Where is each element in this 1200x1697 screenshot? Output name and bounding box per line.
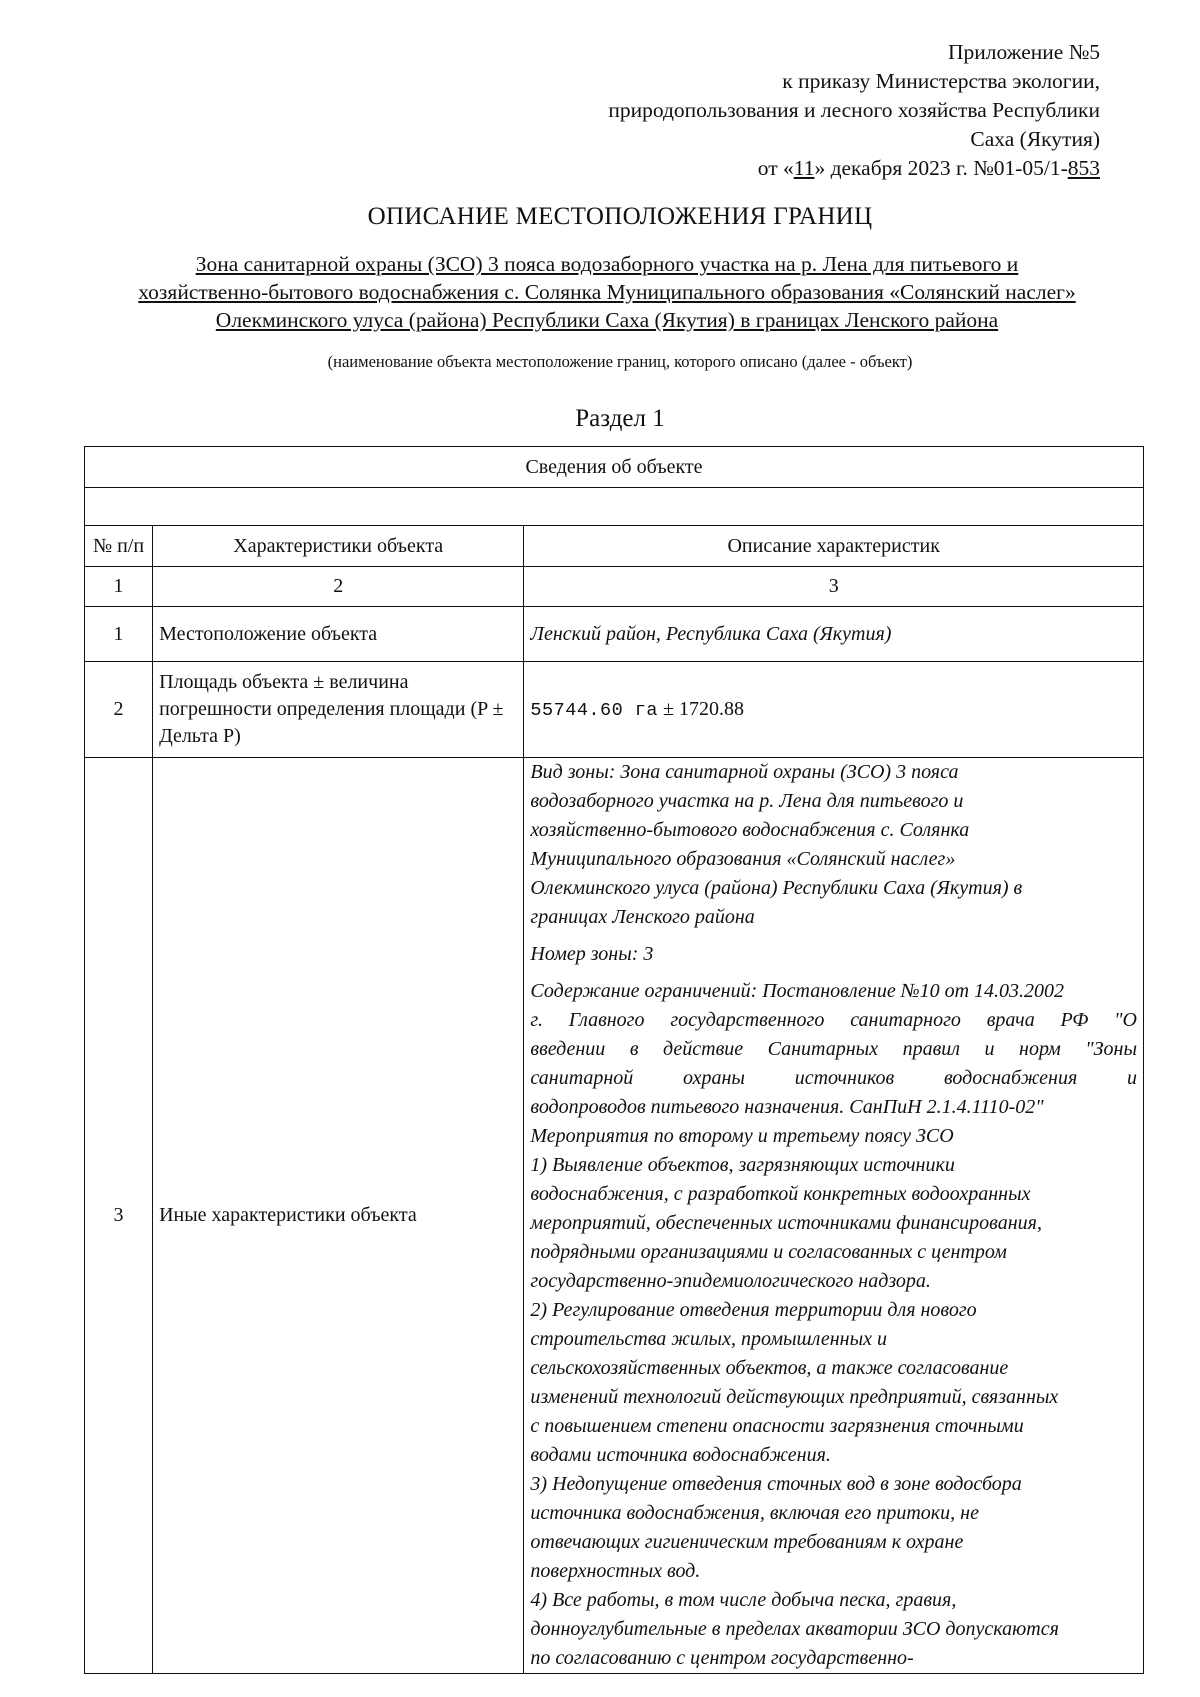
measure-line: изменений технологий действующих предприятий, связанных	[530, 1386, 1059, 1408]
header-description: Описание характеристик	[524, 526, 1144, 567]
measure-line: строительства жилых, промышленных и	[530, 1328, 887, 1350]
object-caption: (наименование объекта местоположение границ, которого описано (далее - объект)	[327, 352, 913, 371]
empty-cell	[85, 488, 1144, 526]
header-characteristic: Характеристики объекта	[153, 526, 524, 567]
area-error: ± 1720.88	[663, 698, 745, 720]
object-info-table	[84, 446, 1144, 1674]
table-row	[85, 662, 1144, 758]
order-date-line	[400, 154, 1100, 183]
order-number: 853	[1067, 156, 1100, 180]
date-mid: » декабря 2023 г. №01-05/1-	[814, 156, 1068, 180]
row-number: 3	[85, 758, 153, 1674]
zone-type-line: Муниципального образования «Солянский наслег»	[530, 848, 956, 870]
zone-type-line: границах Ленского района	[530, 906, 755, 928]
zone-type-line: Олекминского улуса (района) Республики Саха (Якутия) в	[530, 877, 1023, 899]
table-row	[85, 607, 1144, 662]
measure-line: по согласованию с центром государственно-	[530, 1647, 914, 1669]
table-empty-row	[85, 488, 1144, 526]
appendix-line-3: природопользования и лесного хозяйства Республики	[608, 98, 1100, 122]
restrictions-line: санитарной охраны источников водоснабжения и	[530, 1067, 1137, 1089]
zone-type-line: водозаборного участка на р. Лена для питьевого и	[530, 790, 964, 812]
zone-number: Номер зоны: 3	[530, 943, 654, 965]
column-number-2: 2	[153, 567, 524, 607]
object-name-line-1: Зона санитарной охраны (ЗСО) 3 пояса водозаборного участка на р. Лена для питьевого и	[195, 252, 1019, 276]
object-name-line-2: хозяйственно-бытового водоснабжения с. Солянка Муниципального образования «Солянский наслег»	[138, 280, 1076, 304]
table-column-numbers-row	[85, 567, 1144, 607]
appendix-line-4: Саха (Якутия)	[970, 127, 1100, 151]
document-title: ОПИСАНИЕ МЕСТОПОЛОЖЕНИЯ ГРАНИЦ	[367, 203, 873, 230]
row-characteristic: Площадь объекта ± величина погрешности определения площади (P ± Дельта P)	[153, 662, 524, 758]
restrictions-line: г. Главного государственного санитарного врача РФ "О	[530, 1009, 1137, 1031]
measure-line: источника водоснабжения, включая его притоки, не	[530, 1502, 979, 1524]
row-characteristic: Иные характеристики объекта	[153, 758, 524, 1674]
restrictions-line: введении в действие Санитарных правил и норм "Зоны	[530, 1038, 1137, 1060]
measures-title: Мероприятия по второму и третьему поясу ЗСО	[530, 1125, 954, 1147]
measure-line: государственно-эпидемиологического надзора.	[530, 1270, 931, 1292]
measure-line: отвечающих гигиеническим требованиям к охране	[530, 1531, 964, 1553]
measure-line: подрядными организациями и согласованных с центром	[530, 1241, 1007, 1263]
measure-3	[530, 1470, 1137, 1586]
object-name-line-3: Олекминского улуса (района) Республики Саха (Якутия) в границах Ленского района	[215, 308, 999, 332]
restrictions	[530, 977, 1137, 1122]
row-number: 2	[85, 662, 153, 758]
date-prefix: от «	[757, 156, 794, 180]
table-caption: Сведения об объекте	[85, 447, 1144, 488]
measure-line: водами источника водоснабжения.	[530, 1444, 831, 1466]
measure-line: 1) Выявление объектов, загрязняющих источники	[530, 1154, 955, 1176]
measure-line: мероприятий, обеспеченных источниками финансирования,	[530, 1212, 1042, 1234]
measure-1	[530, 1151, 1137, 1296]
measure-line: 2) Регулирование отведения территории для нового	[530, 1299, 977, 1321]
measure-line: 3) Недопущение отведения сточных вод в зоне водосбора	[530, 1473, 1022, 1495]
area-value: 55744.60 га	[530, 700, 659, 721]
measure-line: поверхностных вод.	[530, 1560, 701, 1582]
measure-line: водоснабжения, с разработкой конкретных водоохранных	[530, 1183, 1031, 1205]
appendix-line-1: Приложение №5	[947, 40, 1100, 64]
appendix-header	[400, 38, 1100, 183]
measure-line: 4) Все работы, в том числе добыча песка, гравия,	[530, 1589, 957, 1611]
section-title: Раздел 1	[575, 405, 665, 432]
object-name	[70, 250, 1144, 334]
header-num: № п/п	[85, 526, 153, 567]
row-location-value: Ленский район, Республика Саха (Якутия)	[524, 607, 1144, 662]
row-characteristic: Местоположение объекта	[153, 607, 524, 662]
zone-type-line: хозяйственно-бытового водоснабжения с. Солянка	[530, 819, 970, 841]
measure-line: сельскохозяйственных объектов, а также согласование	[530, 1357, 1009, 1379]
row-number: 1	[85, 607, 153, 662]
row-other-characteristics	[524, 758, 1144, 1674]
date-day: 11	[793, 156, 815, 180]
table-header-row	[85, 526, 1144, 567]
column-number-3: 3	[524, 567, 1144, 607]
table-row	[85, 758, 1144, 1674]
measure-line: донноуглубительные в пределах акватории ЗСО допускаются	[530, 1618, 1059, 1640]
measure-2	[530, 1296, 1137, 1470]
measure-4	[530, 1586, 1137, 1673]
appendix-line-2: к приказу Министерства экологии,	[782, 69, 1100, 93]
zone-type-line: Вид зоны: Зона санитарной охраны (ЗСО) 3 пояса	[530, 761, 959, 783]
table-caption-row	[85, 447, 1144, 488]
measure-line: с повышением степени опасности загрязнения сточными	[530, 1415, 1024, 1437]
restrictions-line: водопроводов питьевого назначения. СанПиН 2.1.4.1110-02"	[530, 1096, 1044, 1118]
zone-type	[530, 758, 1137, 932]
row-area-value	[524, 662, 1144, 758]
column-number-1: 1	[85, 567, 153, 607]
restrictions-line: Содержание ограничений: Постановление №10 от 14.03.2002	[530, 980, 1065, 1002]
